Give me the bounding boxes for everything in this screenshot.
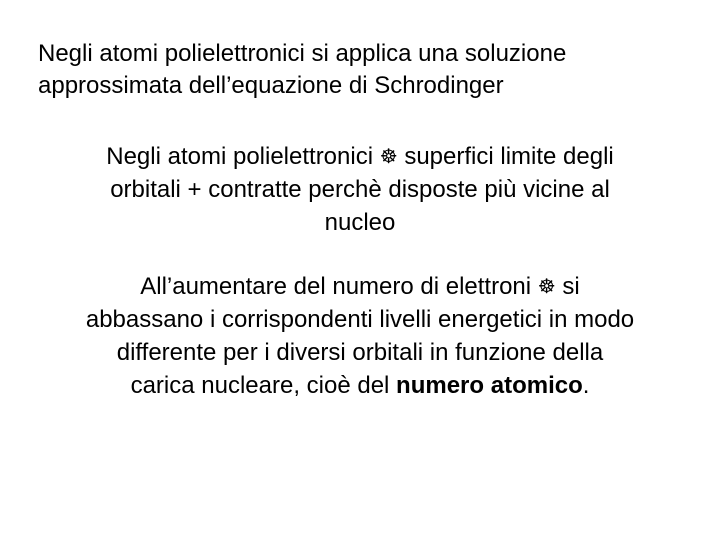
implies-symbol-icon: ☸: [537, 274, 556, 298]
orbital-line-1: [20, 140, 700, 173]
intro-line-2: approssimata dell’equazione di Schrodinger: [38, 72, 504, 99]
energy-line-1: [20, 270, 700, 303]
intro-line-1: Negli atomi polielettronici si applica una soluzione: [38, 40, 567, 67]
energy-line-4: [20, 369, 700, 402]
orbital-line-1-text-start: Negli atomi polielettronici: [106, 143, 374, 170]
energy-levels-paragraph: [20, 270, 700, 402]
energy-line-1-text-start: All’aumentare del numero di elettroni: [140, 273, 532, 300]
orbital-contraction-paragraph: [20, 140, 700, 239]
energy-line-4-text-start: carica nucleare, cioè del: [130, 372, 390, 399]
orbital-line-1-text-end: superfici limite degli: [404, 143, 614, 170]
orbital-line-3: nucleo: [324, 209, 396, 236]
implies-symbol-icon: ☸: [379, 144, 398, 168]
atomic-number-term: numero atomico: [396, 372, 583, 399]
energy-line-2: abbassano i corrispondenti livelli energetici in modo: [85, 306, 635, 333]
orbital-line-2: orbitali + contratte perchè disposte più vicine al: [110, 176, 610, 203]
intro-paragraph: [38, 38, 698, 102]
energy-line-4-period: .: [582, 372, 590, 399]
energy-line-3: differente per i diversi orbitali in funzione della: [116, 339, 604, 366]
energy-line-1-text-end: si: [562, 273, 580, 300]
